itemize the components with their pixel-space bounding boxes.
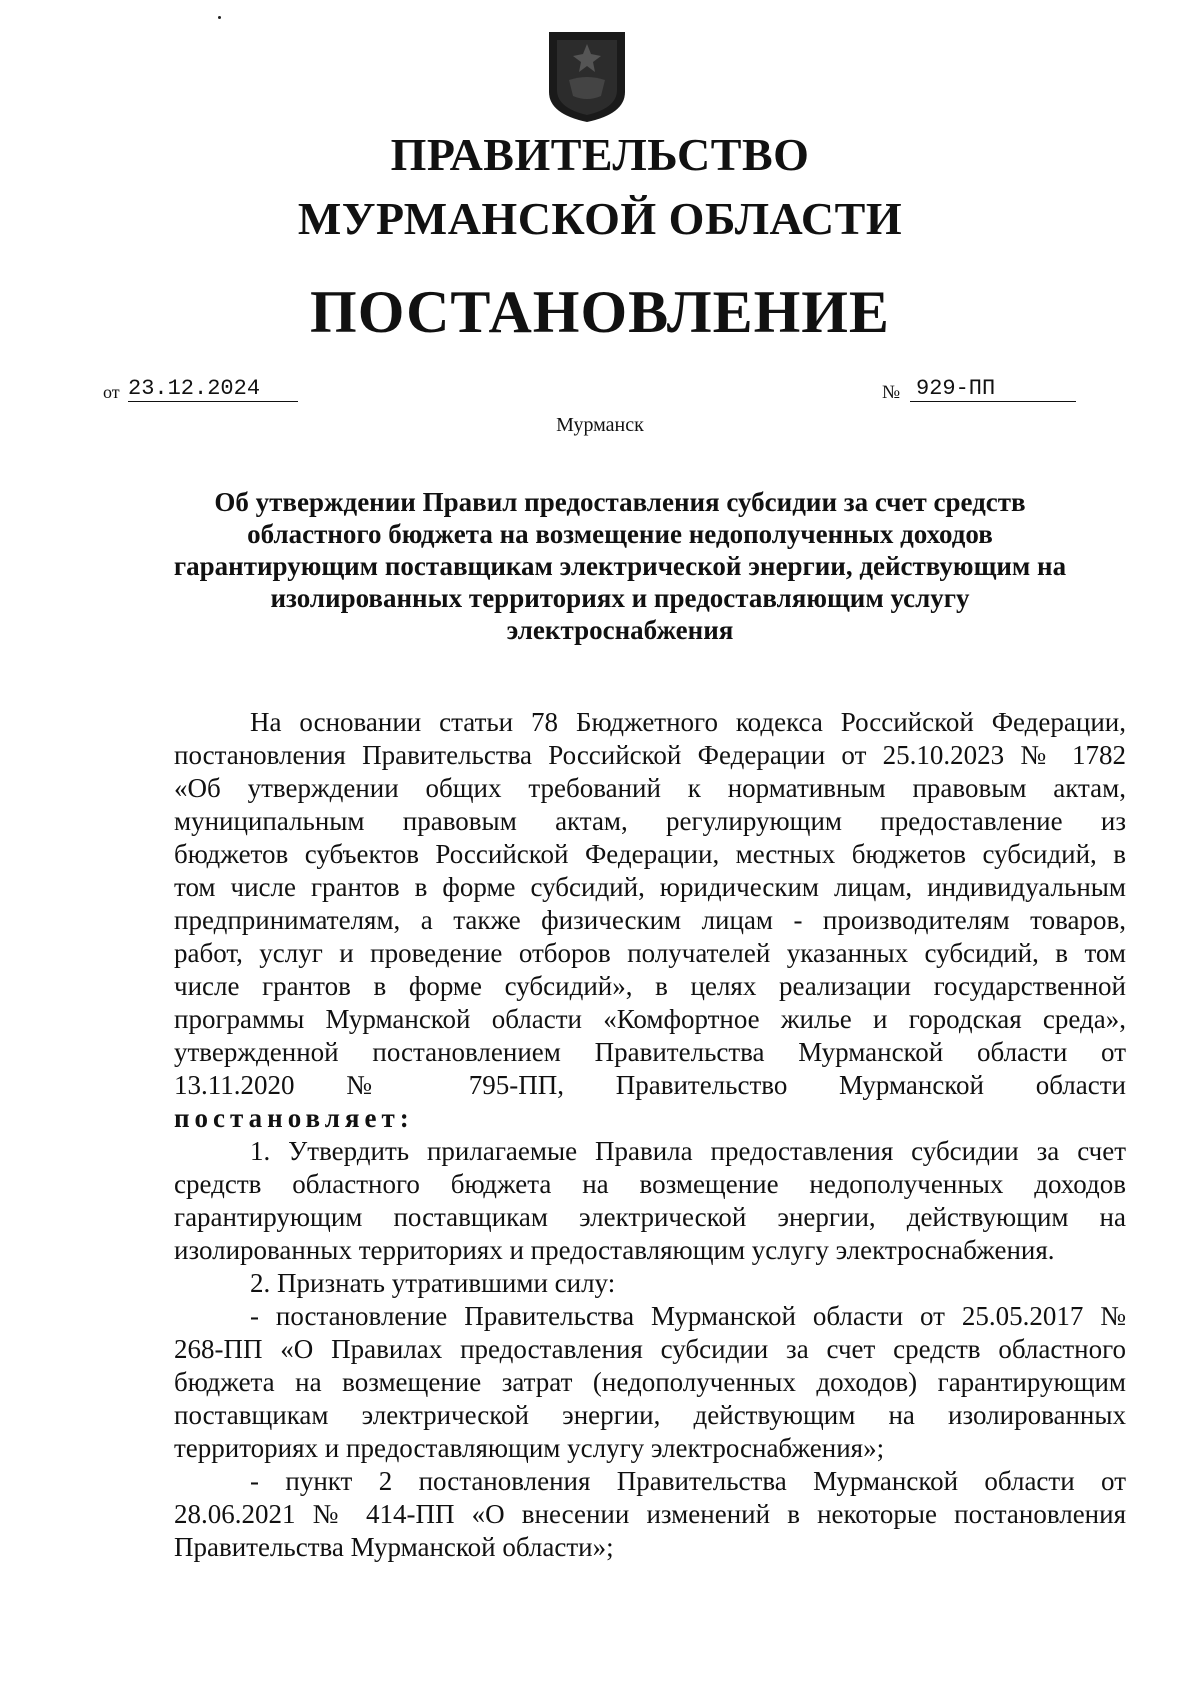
document-number: 929-ПП (910, 376, 1076, 402)
body-line: 28.06.2021 № 414-ПП «О внесении изменений в некоторые постановления (174, 1499, 1126, 1529)
title-line: изолированных территориях и предоставляющим услугу (270, 583, 970, 613)
body-line: работ, услуг и проведение отборов получателей указанных субсидий, в том (174, 938, 1126, 968)
body-line: том числе грантов в форме субсидий, юридическим лицам, индивидуальным (174, 872, 1126, 902)
coat-of-arms-emblem (547, 30, 627, 124)
org-title-line2: МУРМАНСКОЙ ОБЛАСТИ (297, 193, 903, 244)
body-line: изолированных территориях и предоставляющим услугу электроснабжения. (174, 1235, 1055, 1265)
body-line: 2. Признать утратившими силу: (250, 1268, 616, 1298)
body-line: «Об утверждении общих требований к нормативным правовым актам, (174, 773, 1126, 803)
body-line: Правительства Мурманской области»; (174, 1532, 614, 1562)
title-line: гарантирующим поставщикам электрической энергии, действующим на (173, 551, 1067, 581)
document-date: 23.12.2024 (128, 376, 298, 402)
document-type-heading: ПОСТАНОВЛЕНИЕ (310, 279, 890, 345)
title-line: областного бюджета на возмещение недополученных доходов (247, 519, 993, 549)
body-line: средств областного бюджета на возмещение недополученных доходов (174, 1169, 1126, 1199)
decree-word: постановляет: (174, 1103, 414, 1133)
org-title-line1: ПРАВИТЕЛЬСТВО (390, 129, 810, 180)
body-line: предпринимателям, а также физическим лицам - производителям товаров, (174, 905, 1126, 935)
body-line: 268-ПП «О Правилах предоставления субсидии за счет средств областного (174, 1334, 1126, 1364)
body-line: 1. Утвердить прилагаемые Правила предоставления субсидии за счет (250, 1136, 1126, 1166)
body-line: муниципальным правовым актам, регулирующим предоставление из (174, 806, 1126, 836)
body-line: поставщикам электрической энергии, действующим на изолированных (174, 1400, 1126, 1430)
number-label: № (882, 382, 901, 403)
title-line: электроснабжения (506, 615, 734, 645)
body-line: бюджетов субъектов Российской Федерации, местных бюджетов субсидий, в (174, 839, 1126, 869)
body-line: числе грантов в форме субсидий», в целях реализации государственной (174, 971, 1126, 1001)
body-line: утвержденной постановлением Правительства Мурманской области от (174, 1037, 1126, 1067)
document-title (170, 486, 1070, 646)
date-label: от (103, 382, 120, 402)
city-name: Мурманск (556, 414, 644, 436)
body-line: 13.11.2020 № 795-ПП, Правительство Мурманской области (174, 1070, 1126, 1100)
body-line: территориях и предоставляющим услугу электроснабжения»; (174, 1433, 885, 1463)
body-line: - пункт 2 постановления Правительства Мурманской области от (250, 1466, 1126, 1496)
body-line: бюджета на возмещение затрат (недополученных доходов) гарантирующим (174, 1367, 1126, 1397)
body-line: постановления Правительства Российской Федерации от 25.10.2023 № 1782 (174, 740, 1126, 770)
body-line: гарантирующим поставщикам электрической энергии, действующим на (174, 1202, 1126, 1232)
body-line: программы Мурманской области «Комфортное жилье и городская среда», (174, 1004, 1126, 1034)
body-line: - постановление Правительства Мурманской области от 25.05.2017 № (250, 1301, 1126, 1331)
title-line: Об утверждении Правил предоставления субсидии за счет средств (214, 487, 1026, 517)
body-line: На основании статьи 78 Бюджетного кодекса Российской Федерации, (250, 707, 1126, 737)
scan-dot (218, 16, 221, 19)
